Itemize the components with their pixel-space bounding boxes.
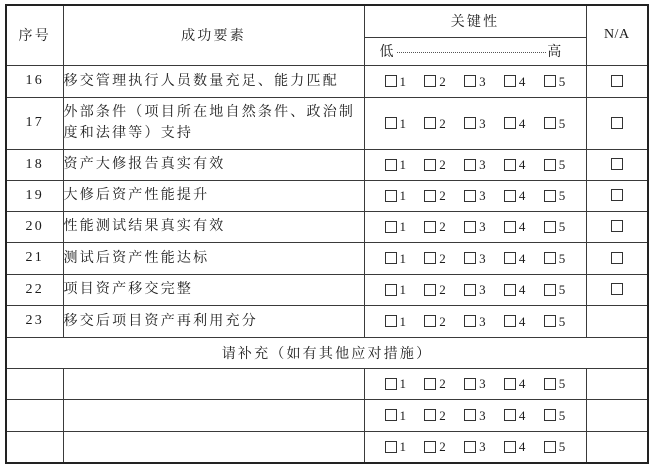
rating-label: 3	[479, 439, 486, 455]
rating-option-2[interactable]	[424, 440, 464, 453]
rating-label: 1	[399, 73, 406, 89]
criticality-cell	[364, 431, 586, 463]
success-factor-table	[5, 4, 649, 464]
rating-label: 4	[518, 188, 526, 203]
rating-checkbox[interactable]	[504, 441, 516, 453]
rating-option-4[interactable]	[504, 252, 544, 265]
rating-checkbox[interactable]	[464, 190, 476, 202]
rating-label: 1	[399, 157, 406, 172]
rating-checkbox[interactable]	[544, 252, 556, 264]
rating-checkbox[interactable]	[504, 315, 516, 327]
rating-option-2[interactable]	[424, 315, 464, 328]
supplement-prompt: 请补充（如有其他应对措施）	[6, 337, 648, 368]
rating-option-3[interactable]	[464, 189, 504, 202]
criticality-scale	[365, 220, 586, 233]
rating-checkbox[interactable]	[544, 117, 556, 129]
rating-label: 1	[399, 407, 406, 423]
rating-label: 3	[479, 282, 486, 297]
rating-label: 3	[479, 219, 486, 234]
criticality-scale	[365, 377, 586, 390]
rating-label: 4	[518, 73, 526, 89]
rating-checkbox[interactable]	[504, 117, 516, 129]
rating-option-3[interactable]	[464, 409, 504, 422]
rating-option-5[interactable]	[544, 117, 584, 130]
na-cell	[586, 305, 648, 337]
na-cell	[586, 97, 648, 149]
rating-checkbox[interactable]	[424, 75, 436, 87]
rating-checkbox[interactable]	[464, 159, 476, 171]
rating-label: 5	[558, 313, 566, 329]
na-cell	[586, 399, 648, 431]
criticality-scale	[365, 283, 586, 296]
criticality-cell	[364, 399, 586, 431]
blank-factor-cell[interactable]	[63, 431, 364, 463]
criticality-cell	[364, 305, 586, 337]
rating-label: 4	[518, 219, 526, 234]
rating-option-4[interactable]	[504, 158, 544, 171]
na-cell	[586, 211, 648, 242]
criticality-range	[364, 37, 586, 65]
rating-option-1[interactable]	[385, 440, 425, 453]
blank-row	[6, 399, 648, 431]
rating-checkbox[interactable]	[544, 190, 556, 202]
rating-label: 3	[479, 73, 486, 89]
criticality-scale	[365, 158, 586, 171]
rating-label: 5	[558, 115, 566, 131]
rating-checkbox[interactable]	[504, 221, 516, 233]
rating-checkbox[interactable]	[424, 159, 436, 171]
blank-factor-cell[interactable]	[63, 399, 364, 431]
rating-checkbox[interactable]	[544, 159, 556, 171]
table-row	[6, 97, 648, 149]
rating-option-5[interactable]	[544, 315, 584, 328]
blank-index-cell[interactable]	[6, 431, 63, 463]
rating-checkbox[interactable]	[464, 221, 476, 233]
rating-label: 2	[439, 282, 446, 297]
rating-checkbox[interactable]	[544, 284, 556, 296]
header-criticality: 关键性	[364, 5, 586, 37]
low-label: 低	[379, 45, 396, 60]
rating-option-2[interactable]	[424, 189, 464, 202]
rating-option-3[interactable]	[464, 158, 504, 171]
rating-option-1[interactable]	[385, 158, 425, 171]
rating-label: 2	[439, 439, 446, 455]
rating-checkbox[interactable]	[504, 159, 516, 171]
rating-label: 2	[439, 407, 446, 423]
rating-checkbox[interactable]	[424, 409, 436, 421]
row-index: 19	[6, 180, 63, 211]
rating-option-5[interactable]	[544, 75, 584, 88]
rating-option-4[interactable]	[504, 189, 544, 202]
criticality-cell	[364, 97, 586, 149]
rating-label: 2	[439, 376, 446, 391]
rating-option-3[interactable]	[464, 440, 504, 453]
rating-label: 1	[399, 115, 406, 131]
row-index: 16	[6, 65, 63, 97]
rating-checkbox[interactable]	[464, 378, 476, 390]
rating-label: 5	[558, 188, 566, 203]
rating-option-4[interactable]	[504, 377, 544, 390]
criticality-cell	[364, 274, 586, 305]
rating-option-3[interactable]	[464, 377, 504, 390]
rating-label: 4	[518, 282, 526, 297]
rating-checkbox[interactable]	[385, 221, 397, 233]
blank-index-cell[interactable]	[6, 399, 63, 431]
rating-label: 3	[479, 407, 486, 423]
rating-label: 4	[518, 407, 526, 423]
rating-checkbox[interactable]	[385, 315, 397, 327]
rating-checkbox[interactable]	[504, 252, 516, 264]
rating-checkbox[interactable]	[424, 315, 436, 327]
success-factor: 大修后资产性能提升	[63, 180, 364, 211]
na-checkbox[interactable]	[611, 283, 623, 295]
rating-label: 1	[399, 188, 406, 203]
rating-label: 4	[518, 376, 526, 391]
rating-checkbox[interactable]	[504, 378, 516, 390]
rating-label: 4	[518, 313, 526, 329]
rating-option-1[interactable]	[385, 409, 425, 422]
rating-label: 4	[518, 115, 526, 131]
rating-checkbox[interactable]	[464, 409, 476, 421]
rating-option-1[interactable]	[385, 220, 425, 233]
header-factor: 成功要素	[63, 5, 364, 65]
rating-option-5[interactable]	[544, 158, 584, 171]
rating-label: 1	[399, 313, 406, 329]
rating-checkbox[interactable]	[504, 409, 516, 421]
na-cell	[586, 149, 648, 180]
rating-option-3[interactable]	[464, 252, 504, 265]
header-index: 序号	[6, 5, 63, 65]
criticality-cell	[364, 65, 586, 97]
rating-label: 5	[558, 282, 566, 297]
rating-checkbox[interactable]	[385, 75, 397, 87]
success-factor: 外部条件（项目所在地自然条件、政治制度和法律等）支持	[63, 97, 364, 149]
rating-checkbox[interactable]	[464, 75, 476, 87]
na-cell	[586, 368, 648, 399]
dotted-range-line	[397, 52, 547, 53]
rating-checkbox[interactable]	[385, 284, 397, 296]
table-row	[6, 305, 648, 337]
rating-label: 2	[439, 250, 446, 266]
rating-checkbox[interactable]	[385, 441, 397, 453]
rating-option-4[interactable]	[504, 117, 544, 130]
criticality-cell	[364, 242, 586, 274]
rating-checkbox[interactable]	[464, 252, 476, 264]
rating-label: 5	[558, 439, 566, 455]
rating-label: 2	[439, 219, 446, 234]
rating-option-2[interactable]	[424, 409, 464, 422]
rating-label: 1	[399, 250, 406, 266]
criticality-cell	[364, 211, 586, 242]
rating-checkbox[interactable]	[424, 190, 436, 202]
rating-option-2[interactable]	[424, 377, 464, 390]
rating-checkbox[interactable]	[385, 378, 397, 390]
rating-option-1[interactable]	[385, 117, 425, 130]
rating-checkbox[interactable]	[385, 190, 397, 202]
rating-checkbox[interactable]	[464, 441, 476, 453]
criticality-scale	[365, 440, 586, 453]
row-index: 17	[6, 97, 63, 149]
rating-label: 2	[439, 188, 446, 203]
rating-checkbox[interactable]	[544, 441, 556, 453]
rating-label: 5	[558, 250, 566, 266]
rating-checkbox[interactable]	[464, 117, 476, 129]
table-row	[6, 149, 648, 180]
blank-index-cell[interactable]	[6, 368, 63, 399]
rating-option-3[interactable]	[464, 315, 504, 328]
success-factor: 资产大修报告真实有效	[63, 149, 364, 180]
rating-option-4[interactable]	[504, 409, 544, 422]
rating-option-5[interactable]	[544, 377, 584, 390]
rating-label: 1	[399, 282, 406, 297]
rating-label: 3	[479, 115, 486, 131]
criticality-scale	[365, 75, 586, 88]
na-checkbox[interactable]	[611, 220, 623, 232]
criticality-scale	[365, 252, 586, 265]
table-row	[6, 274, 648, 305]
criticality-scale	[365, 117, 586, 130]
criticality-cell	[364, 368, 586, 399]
success-factor: 性能测试结果真实有效	[63, 211, 364, 242]
rating-label: 3	[479, 376, 486, 391]
rating-label: 1	[399, 219, 406, 234]
na-checkbox[interactable]	[611, 189, 623, 201]
na-checkbox[interactable]	[611, 117, 623, 129]
rating-label: 3	[479, 157, 486, 172]
rating-option-4[interactable]	[504, 315, 544, 328]
success-factor: 移交管理执行人员数量充足、能力匹配	[63, 65, 364, 97]
rating-checkbox[interactable]	[385, 409, 397, 421]
rating-option-5[interactable]	[544, 189, 584, 202]
rating-label: 2	[439, 73, 446, 89]
table-row	[6, 65, 648, 97]
rating-option-3[interactable]	[464, 117, 504, 130]
header-row	[6, 5, 648, 37]
rating-option-1[interactable]	[385, 75, 425, 88]
row-index: 23	[6, 305, 63, 337]
row-index: 22	[6, 274, 63, 305]
na-checkbox[interactable]	[611, 158, 623, 170]
criticality-scale	[365, 409, 586, 422]
success-factor: 项目资产移交完整	[63, 274, 364, 305]
rating-label: 4	[518, 439, 526, 455]
rating-option-2[interactable]	[424, 158, 464, 171]
rating-option-2[interactable]	[424, 220, 464, 233]
rating-checkbox[interactable]	[504, 75, 516, 87]
rating-checkbox[interactable]	[424, 378, 436, 390]
rating-checkbox[interactable]	[504, 190, 516, 202]
na-cell	[586, 431, 648, 463]
na-cell	[586, 65, 648, 97]
row-index: 21	[6, 242, 63, 274]
row-index: 20	[6, 211, 63, 242]
rating-option-4[interactable]	[504, 75, 544, 88]
rating-option-1[interactable]	[385, 189, 425, 202]
rating-checkbox[interactable]	[544, 221, 556, 233]
criticality-cell	[364, 149, 586, 180]
na-cell	[586, 242, 648, 274]
rating-checkbox[interactable]	[424, 252, 436, 264]
rating-option-3[interactable]	[464, 75, 504, 88]
na-cell	[586, 274, 648, 305]
rating-option-1[interactable]	[385, 252, 425, 265]
rating-checkbox[interactable]	[385, 159, 397, 171]
rating-option-4[interactable]	[504, 220, 544, 233]
blank-row	[6, 368, 648, 399]
criticality-scale	[365, 189, 586, 202]
rating-option-1[interactable]	[385, 377, 425, 390]
rating-option-4[interactable]	[504, 440, 544, 453]
rating-checkbox[interactable]	[424, 284, 436, 296]
rating-label: 2	[439, 115, 446, 131]
rating-checkbox[interactable]	[544, 75, 556, 87]
rating-label: 2	[439, 157, 446, 172]
rating-checkbox[interactable]	[385, 252, 397, 264]
table-row	[6, 242, 648, 274]
blank-row	[6, 431, 648, 463]
rating-checkbox[interactable]	[464, 284, 476, 296]
na-checkbox[interactable]	[611, 75, 623, 87]
rating-option-2[interactable]	[424, 252, 464, 265]
rating-option-5[interactable]	[544, 440, 584, 453]
supplement-row	[6, 337, 648, 368]
table-row	[6, 211, 648, 242]
rating-checkbox[interactable]	[544, 315, 556, 327]
rating-label: 5	[558, 376, 566, 391]
header-na: N/A	[586, 5, 648, 65]
na-checkbox[interactable]	[611, 252, 623, 264]
rating-label: 4	[518, 157, 526, 172]
rating-option-5[interactable]	[544, 409, 584, 422]
rating-label: 1	[399, 376, 406, 391]
table-row	[6, 180, 648, 211]
rating-label: 5	[558, 407, 566, 423]
rating-checkbox[interactable]	[464, 315, 476, 327]
rating-label: 3	[479, 313, 486, 329]
rating-option-4[interactable]	[504, 283, 544, 296]
rating-label: 5	[558, 219, 566, 234]
na-cell	[586, 180, 648, 211]
rating-checkbox[interactable]	[385, 117, 397, 129]
rating-option-2[interactable]	[424, 283, 464, 296]
rating-checkbox[interactable]	[424, 117, 436, 129]
criticality-scale	[365, 315, 586, 328]
rating-label: 3	[479, 250, 486, 266]
rating-label: 1	[399, 439, 406, 455]
rating-label: 3	[479, 188, 486, 203]
rating-label: 2	[439, 313, 446, 329]
rating-checkbox[interactable]	[544, 409, 556, 421]
success-factor: 移交后项目资产再利用充分	[63, 305, 364, 337]
row-index: 18	[6, 149, 63, 180]
rating-option-5[interactable]	[544, 283, 584, 296]
rating-option-5[interactable]	[544, 220, 584, 233]
rating-label: 5	[558, 73, 566, 89]
rating-option-3[interactable]	[464, 220, 504, 233]
rating-option-5[interactable]	[544, 252, 584, 265]
rating-checkbox[interactable]	[504, 284, 516, 296]
rating-label: 5	[558, 157, 566, 172]
success-factor: 测试后资产性能达标	[63, 242, 364, 274]
rating-checkbox[interactable]	[424, 441, 436, 453]
rating-checkbox[interactable]	[544, 378, 556, 390]
rating-option-2[interactable]	[424, 75, 464, 88]
rating-option-1[interactable]	[385, 283, 425, 296]
high-label: 高	[547, 45, 564, 60]
rating-checkbox[interactable]	[424, 221, 436, 233]
criticality-cell	[364, 180, 586, 211]
blank-factor-cell[interactable]	[63, 368, 364, 399]
rating-option-3[interactable]	[464, 283, 504, 296]
rating-label: 4	[518, 250, 526, 266]
rating-option-1[interactable]	[385, 315, 425, 328]
rating-option-2[interactable]	[424, 117, 464, 130]
